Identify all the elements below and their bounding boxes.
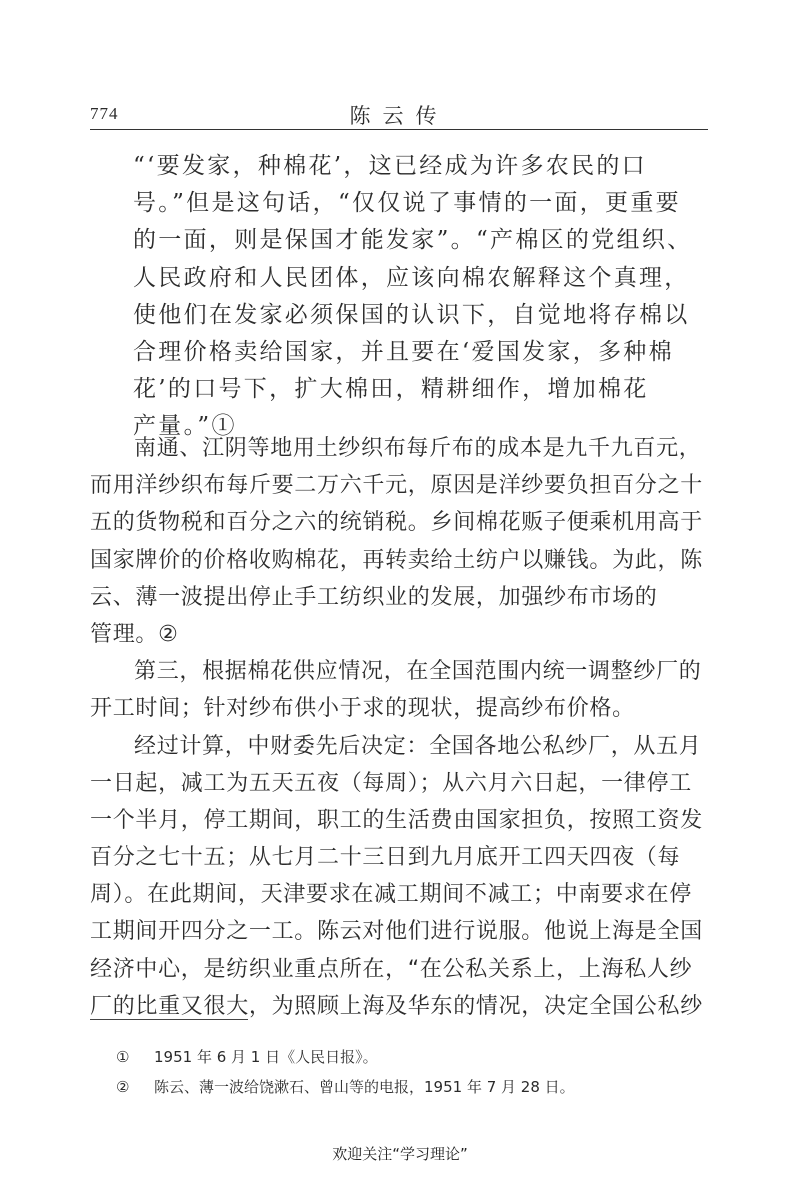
body-line: 一个半月，停工期间，职工的生活费由国家担负，按照工资发 xyxy=(90,807,703,833)
quote-line: 合理价格卖给国家，并且要在‘爱国发家，多种棉 xyxy=(133,338,674,365)
footnotes xyxy=(116,1042,716,1102)
body-line: 云、薄一波提出停止手工纺织业的发展，加强纱布市场的 xyxy=(90,584,658,610)
quote-line: 花’的口号下，扩大棉田，精耕细作，增加棉花 xyxy=(133,376,649,403)
body-line: 管理。② xyxy=(90,621,179,647)
body-line: 南通、江阴等地用土纱织布每斤布的成本是九千九百元， xyxy=(134,436,702,461)
quote-line: 号。”但是这句话，“仅仅说了事情的一面，更重要 xyxy=(133,190,681,217)
body-line: 经济中心，是纺织业重点所在，“在公私关系上，上海私人纱 xyxy=(90,956,693,982)
quote-line: 人民政府和人民团体，应该向棉农解释这个真理， xyxy=(133,264,690,291)
footnote-rule xyxy=(90,1019,248,1020)
body-line: 工期间开四分之一工。陈云对他们进行说服。他说上海是全国 xyxy=(90,919,703,945)
body-line: 国家牌价的价格收购棉花，再转卖给土纺户以赚钱。为此，陈 xyxy=(90,547,703,573)
quote-line: 产量。”① xyxy=(133,413,237,440)
body-line: 开工时间；针对纱布供小于求的现状，提高纱布价格。 xyxy=(90,696,635,722)
footnote-text: 陈云、薄一波给饶漱石、曾山等的电报，1951 年 7 月 28 日。 xyxy=(154,1078,575,1096)
footnote xyxy=(116,1072,716,1102)
quote-line: 使他们在发家必须保国的认识下，自觉地将存棉以 xyxy=(133,301,690,328)
page-header xyxy=(90,100,708,130)
body-line: 周）。在此期间，天津要求在减工期间不减工；中南要求在停 xyxy=(90,882,692,908)
footnote-marker: ② xyxy=(116,1078,130,1096)
body-line: 经过计算，中财委先后决定：全国各地公私纱厂，从五月 xyxy=(134,733,702,759)
body-line: 五的货物税和百分之六的统销税。乡间棉花贩子便乘机用高于 xyxy=(90,510,703,536)
body-line: 厂的比重又很大，为照顾上海及华东的情况，决定全国公私纱 xyxy=(90,993,703,1019)
body-line: 而用洋纱织布每斤要二万六千元，原因是洋纱要负担百分之十 xyxy=(90,473,703,499)
body-text xyxy=(90,430,730,1025)
body-line: 一日起，减工为五天五夜（每周）；从六月六日起，一律停工 xyxy=(90,770,692,796)
quote-line: 的一面，则是保国才能发家”。“产棉区的党组织、 xyxy=(133,227,693,254)
body-line: 第三，根据棉花供应情况，在全国范围内统一调整纱厂的 xyxy=(134,659,702,685)
body-line: 百分之七十五；从七月二十三日到九月底开工四天四夜（每 xyxy=(90,845,681,871)
quote-line: “‘要发家，种棉花’，这已经成为许多农民的口 xyxy=(133,153,647,179)
footnote xyxy=(116,1042,716,1072)
footnote-marker: ① xyxy=(116,1048,130,1066)
footnote-text: 1951 年 6 月 1 日《人民日报》。 xyxy=(154,1048,378,1066)
running-title: 陈云传 xyxy=(349,104,449,128)
header-rule xyxy=(90,129,708,130)
quote-block xyxy=(133,148,693,446)
page-footer: 欢迎关注“学习理论” xyxy=(332,1145,468,1163)
page-number: 774 xyxy=(90,104,119,123)
